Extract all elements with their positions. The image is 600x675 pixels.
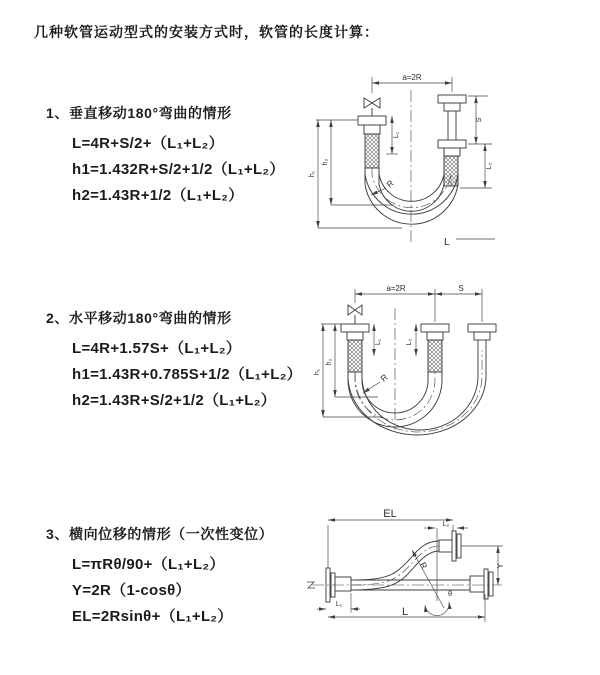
dim-el xyxy=(328,520,453,571)
formula-line: h2=1.43R+S/2+1/2（L₁+L₂） xyxy=(72,392,277,409)
section-lateral-displacement xyxy=(46,524,273,630)
formula-line: L=πRθ/90+（L₁+L₂） xyxy=(72,556,225,573)
diagram-horizontal-180-bend xyxy=(298,278,588,478)
hose-u-bend xyxy=(365,168,458,224)
dim-label-s: S xyxy=(458,284,464,293)
diagram-lateral-displacement xyxy=(298,498,595,655)
moved-fitting xyxy=(468,324,496,350)
center-axis xyxy=(307,582,502,588)
formula-line: h2=1.43R+1/2（L₁+L₂） xyxy=(72,187,244,204)
upper-flange xyxy=(439,531,461,561)
braided-hose-section xyxy=(428,340,442,372)
dim-label-l: L xyxy=(444,236,450,248)
leader-r xyxy=(371,188,386,195)
dim-s xyxy=(460,96,492,188)
formula-line: h1=1.43R+0.785S+1/2（L₁+L₂） xyxy=(72,366,302,383)
page-title: 几种软管运动型式的安装方式时，软管的长度计算： xyxy=(34,24,379,40)
section-heading: 3、横向位移的情形（一次性变位） xyxy=(46,526,274,542)
dim-label-l2: L₂ xyxy=(406,338,413,346)
dim-label-l1: L₁ xyxy=(375,338,382,346)
left-fitting xyxy=(358,116,386,168)
dim-label-s: S xyxy=(474,117,483,123)
dim-label-l2: L₂ xyxy=(442,521,450,528)
braided-hose-section xyxy=(348,340,362,372)
dim-label-r: R xyxy=(384,177,396,190)
dim-h1-h2 xyxy=(316,120,402,228)
formula-line: EL=2Rsinθ+（L₁+L₂） xyxy=(72,608,233,625)
dim-label-y: Y xyxy=(496,563,505,569)
right-fitting-positions xyxy=(438,95,466,186)
formula-line: Y=2R（1-cosθ） xyxy=(72,582,191,599)
dim-label-l2: L₂ xyxy=(486,162,493,170)
dim-label-h1: h₁ xyxy=(314,368,321,376)
dim-label-l: L xyxy=(402,606,409,618)
middle-fitting xyxy=(421,324,449,372)
dim-label-r: R xyxy=(378,371,390,384)
dim-label-a2r: a=2R xyxy=(402,73,422,82)
formula-line: h1=1.432R+S/2+1/2（L₁+L₂） xyxy=(72,161,285,178)
dim-label-l1: L₁ xyxy=(335,601,343,608)
hose-u-bend xyxy=(348,350,486,435)
dim-label-h2: h₂ xyxy=(322,158,329,166)
angle-construction xyxy=(412,528,449,616)
dim-label-theta: θ xyxy=(448,589,453,598)
valve-icon xyxy=(364,98,380,116)
section-horizontal-180 xyxy=(46,308,302,414)
dim-label-el: EL xyxy=(383,508,397,520)
braided-hose-section xyxy=(365,134,379,168)
formula-line: L=4R+S/2+（L₁+L₂） xyxy=(72,135,224,152)
dim-label-a2r: a=2R xyxy=(386,284,406,293)
left-fitting xyxy=(341,324,369,372)
formula-line: L=4R+1.57S+（L₁+L₂） xyxy=(72,340,242,357)
dim-label-r: R xyxy=(417,560,430,571)
valve-icon xyxy=(348,305,362,324)
dim-label-h1: h₁ xyxy=(309,170,316,178)
section-heading: 2、水平移动180°弯曲的情形 xyxy=(46,310,232,326)
diagram-vertical-180-bend xyxy=(298,66,585,265)
dim-label-l1: L₁ xyxy=(393,131,400,139)
dim-a2r-s xyxy=(355,289,482,322)
section-vertical-180 xyxy=(46,103,285,209)
leader-r xyxy=(363,382,380,393)
section-heading: 1、垂直移动180°弯曲的情形 xyxy=(46,105,232,121)
dim-label-h2: h₂ xyxy=(326,358,333,366)
